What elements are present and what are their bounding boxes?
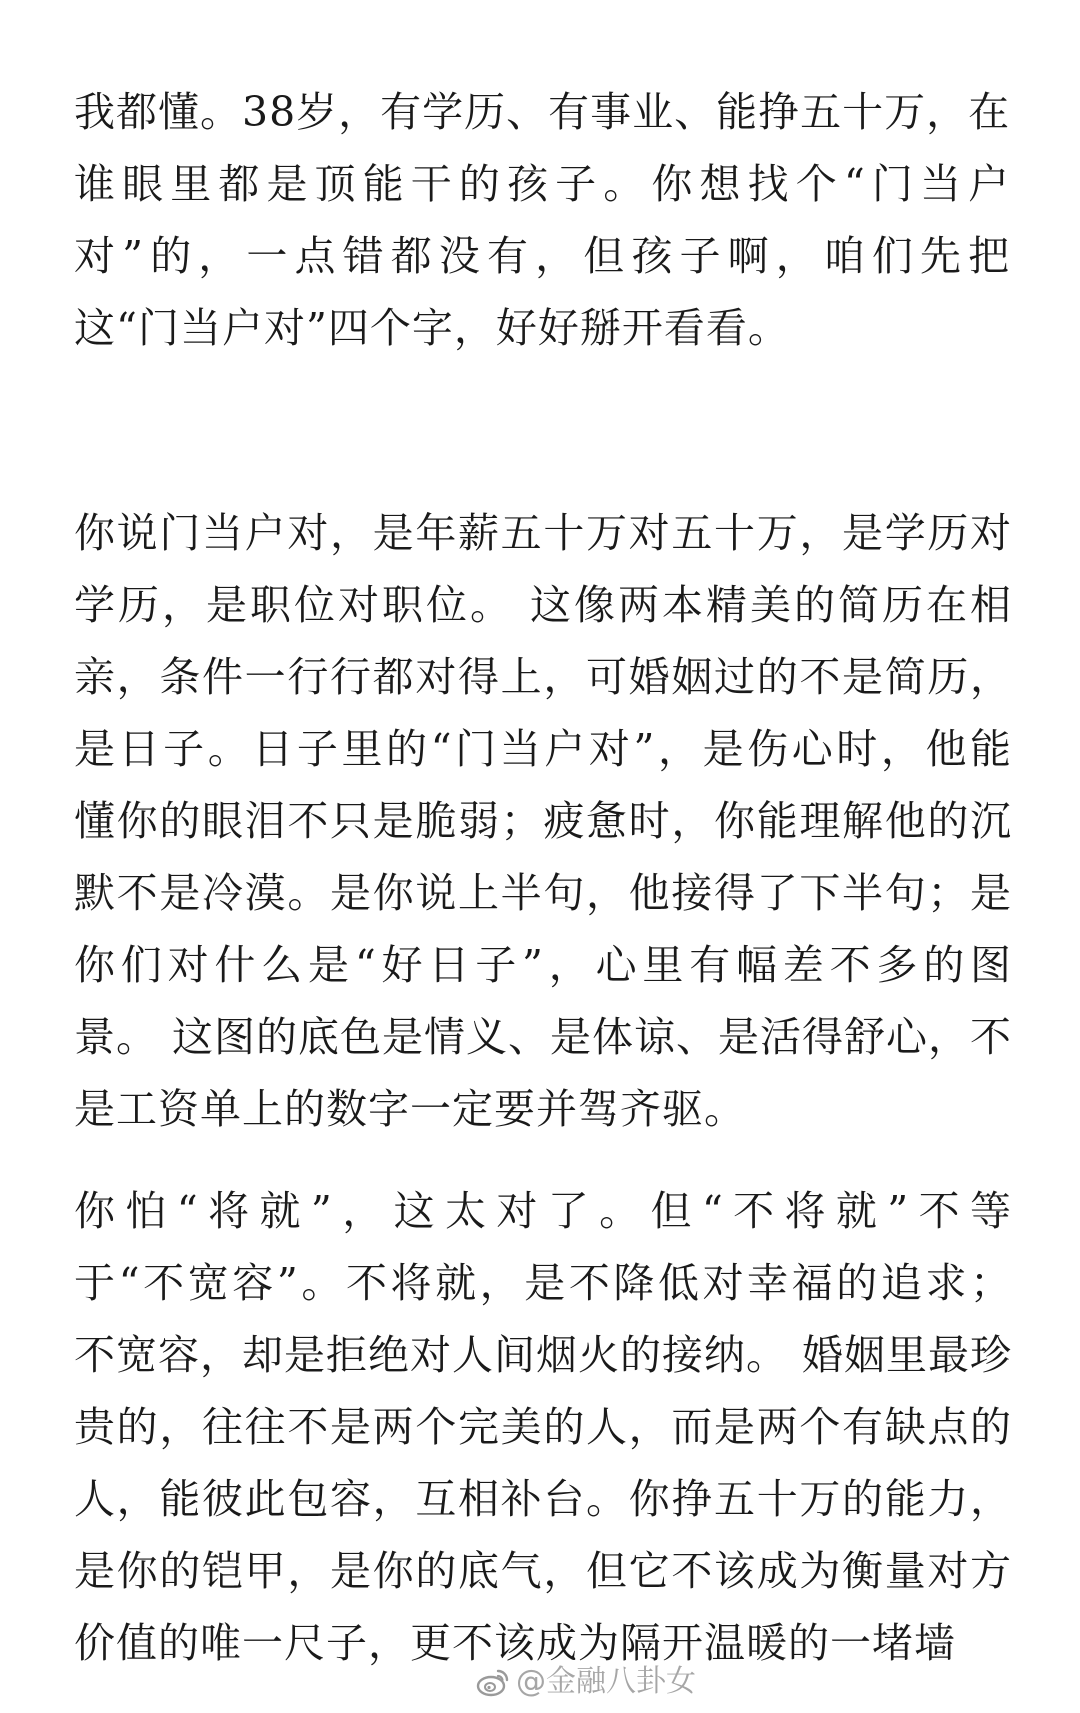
paragraph-3 xyxy=(74,1175,1012,1679)
text-line: 亲，条件一行行都对得上，可婚姻过的不是简历， xyxy=(74,653,1013,701)
text-line: 你怕“将就”，这太对了。但“不将就”不等 xyxy=(74,1187,1013,1235)
text-line: 谁眼里都是顶能干的孩子。你想找个“门当户 xyxy=(74,160,1011,208)
text-line: 学历，是职位对职位。 这像两本精美的简历在相 xyxy=(74,581,1013,629)
text-line: 是你的铠甲，是你的底气，但它不该成为衡量对方 xyxy=(74,1547,1013,1595)
watermark xyxy=(476,1662,696,1702)
text-line: 默不是冷漠。是你说上半句，他接得了下半句；是 xyxy=(74,869,1013,917)
text-line: 我都懂。38岁，有学历、有事业、能挣五十万，在 xyxy=(74,88,1011,136)
text-line: 对”的，一点错都没有，但孩子啊，咱们先把 xyxy=(74,232,1011,280)
text-line: 贵的，往往不是两个完美的人，而是两个有缺点的 xyxy=(74,1403,1013,1451)
text-line: 景。 这图的底色是情义、是体谅、是活得舒心，不 xyxy=(74,1013,1013,1061)
text-line: 是工资单上的数字一定要并驾齐驱。 xyxy=(74,1085,746,1133)
text-line: 你们对什么是“好日子”，心里有幅差不多的图 xyxy=(74,941,1013,989)
text-line: 是日子。日子里的“门当户对”，是伤心时，他能 xyxy=(74,725,1013,773)
paragraph-2 xyxy=(74,497,1012,1145)
weibo-icon xyxy=(476,1667,510,1697)
paragraph-1 xyxy=(74,76,1010,364)
text-line: 不宽容，却是拒绝对人间烟火的接纳。 婚姻里最珍 xyxy=(74,1331,1013,1379)
text-line: 你说门当户对，是年薪五十万对五十万，是学历对 xyxy=(74,509,1013,557)
text-line: 价值的唯一尺子，更不该成为隔开温暖的一堵墙 xyxy=(74,1619,956,1667)
watermark-text: @金融八卦女 xyxy=(516,1664,696,1699)
text-line: 懂你的眼泪不只是脆弱；疲惫时，你能理解他的沉 xyxy=(74,797,1013,845)
text-line: 于“不宽容”。不将就，是不降低对幸福的追求； xyxy=(74,1259,1013,1307)
text-line: 这“门当户对”四个字，好好掰开看看。 xyxy=(74,304,790,352)
text-line: 人，能彼此包容，互相补台。你挣五十万的能力， xyxy=(74,1475,1013,1523)
